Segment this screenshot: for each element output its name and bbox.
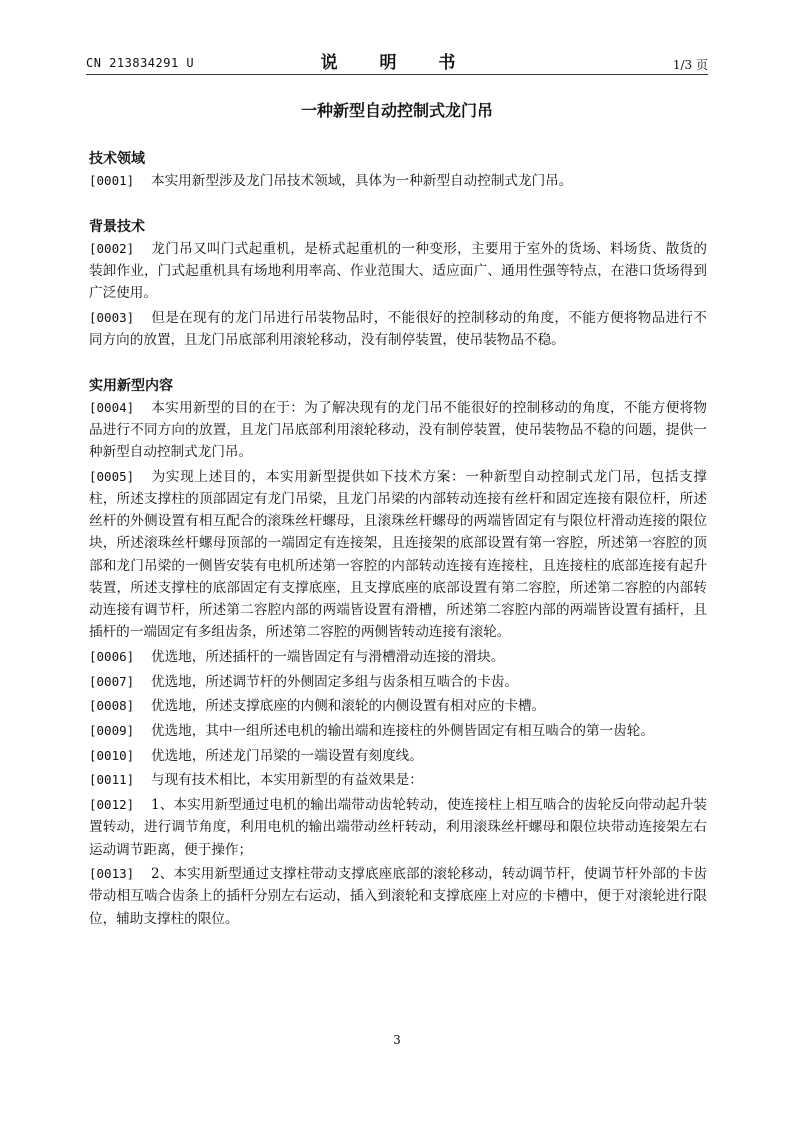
document-title: 一种新型自动控制式龙门吊	[300, 101, 493, 120]
paragraph-text: 优选地，所述支撑底座的内侧和滚轮的内侧设置有相对应的卡槽。	[151, 698, 546, 715]
paragraph-number: [0011]	[89, 772, 135, 788]
paragraph-text: 优选地，所述龙门吊梁的一端设置有刻度线。	[151, 747, 423, 764]
section-heading: 实用新型内容	[89, 377, 173, 394]
paragraph	[89, 170, 707, 192]
paragraph	[89, 695, 707, 717]
paragraph-number: [0013]	[89, 866, 135, 882]
page-number: 3	[393, 1033, 401, 1047]
paragraph-text: 但是在现有的龙门吊进行吊装物品时，不能很好的控制移动的角度，不能方便将物品进行不同方向的放置，且龙门吊底部利用滚轮移动，没有制停装置，使吊装物品不稳。	[89, 309, 707, 349]
paragraph	[89, 769, 707, 791]
document-body	[89, 148, 707, 932]
header-rule	[86, 74, 708, 75]
paragraph-text: 龙门吊又叫门式起重机，是桥式起重机的一种变形，主要用于室外的货场、料场货、散货的装卸作业，门式起重机具有场地利用率高、作业范围大、适应面广、通用性强等特点，在港口货场得到广泛使用。	[89, 240, 707, 302]
patent-number: CN 213834291 U	[86, 56, 195, 70]
paragraph-number: [0003]	[89, 309, 135, 325]
paragraph-number: [0012]	[89, 797, 135, 813]
section-utility-model-content	[89, 375, 707, 930]
paragraph-number: [0004]	[89, 399, 135, 415]
paragraph	[89, 671, 707, 693]
paragraph-text: 优选地，所述调节杆的外侧固定多组与齿条相互啮合的卡齿。	[151, 673, 519, 690]
paragraph-text: 1、本实用新型通过电机的输出端带动齿轮转动，使连接柱上相互啮合的齿轮反向带动起升装置转动，进行调节角度，利用电机的输出端带动丝杆转动，利用滚珠丝杆螺母和限位块带动连接架左右运动调节距离，便于操作；	[89, 797, 707, 858]
paragraph-text: 本实用新型涉及龙门吊技术领域，具体为一种新型自动控制式龙门吊。	[151, 173, 573, 189]
section-technical-field	[89, 148, 707, 192]
paragraph	[89, 863, 707, 930]
paragraph-number: [0006]	[89, 648, 135, 664]
paragraph-text: 2、本实用新型通过支撑柱带动支撑底座底部的滚轮移动，转动调节杆，使调节杆外部的卡齿带动相互啮合齿条上的插杆分别左右运动，插入到滚轮和支撑底座上对应的卡槽中，便于对滚轮进行限位，辅助支撑柱的限位。	[89, 866, 707, 927]
paragraph-text: 本实用新型的目的在于：为了解决现有的龙门吊不能很好的控制移动的角度，不能方便将物品进行不同方向的放置，且龙门吊底部利用滚轮移动，没有制停装置，使吊装物品不稳的问题，提供一种新型自动控制式龙门吊。	[89, 399, 707, 461]
paragraph-number: [0001]	[89, 173, 135, 188]
page-info: 1/3 页	[672, 58, 708, 72]
paragraph	[89, 238, 707, 305]
section-background	[89, 216, 707, 352]
paragraph	[89, 745, 707, 767]
paragraph-number: [0005]	[89, 468, 135, 484]
section-heading: 技术领域	[89, 151, 145, 167]
paragraph-text: 与现有技术相比，本实用新型的有益效果是：	[151, 772, 423, 789]
paragraph-number: [0002]	[89, 240, 135, 256]
paragraph	[89, 307, 707, 351]
paragraph	[89, 397, 707, 464]
paragraph-text: 优选地，其中一组所述电机的输出端和连接柱的外侧皆固定有相互啮合的第一齿轮。	[151, 723, 654, 740]
paragraph-number: [0009]	[89, 723, 135, 739]
paragraph-text: 为实现上述目的，本实用新型提供如下技术方案：一种新型自动控制式龙门吊，包括支撑柱，所述支撑柱的顶部固定有龙门吊梁，且龙门吊梁的内部转动连接有丝杆和固定连接有限位杆，所述丝杆的外侧设置有相互配合的滚珠丝杆螺母，且滚珠丝杆螺母的两端皆固定有与限位杆滑动连接的限位块，所述滚珠丝杆螺母顶部的一端固定有连接架，且连接架的底部设置有第一容腔，所述第一容腔的顶部和龙门吊梁的一侧皆安装有电机所述第一容腔的内部转动连接有连接柱，且连接柱的底部连接有起升装置，所述支撑柱的底部固定有支撑底座，且支撑底座的底部设置有第二容腔，所述第二容腔的内部转动连接有调节杆，所述第二容腔内部的两端皆设置有滑槽，所述第二容腔内部的两端皆设置有插杆，且插杆的一端固定有多组齿条，所述第二容腔的两侧皆转动连接有滚轮。	[89, 468, 707, 641]
paragraph-number: [0008]	[89, 698, 135, 714]
paragraph	[89, 794, 707, 861]
page-header	[86, 46, 708, 76]
paragraph	[89, 720, 707, 742]
paragraph-number: [0007]	[89, 673, 135, 689]
paragraph	[89, 466, 707, 644]
paragraph-text: 优选地，所述插杆的一端皆固定有与滑槽滑动连接的滑块。	[151, 648, 505, 665]
paragraph-number: [0010]	[89, 747, 135, 763]
document-type: 说 明 书	[320, 53, 474, 73]
paragraph	[89, 646, 707, 668]
section-heading: 背景技术	[89, 218, 145, 235]
